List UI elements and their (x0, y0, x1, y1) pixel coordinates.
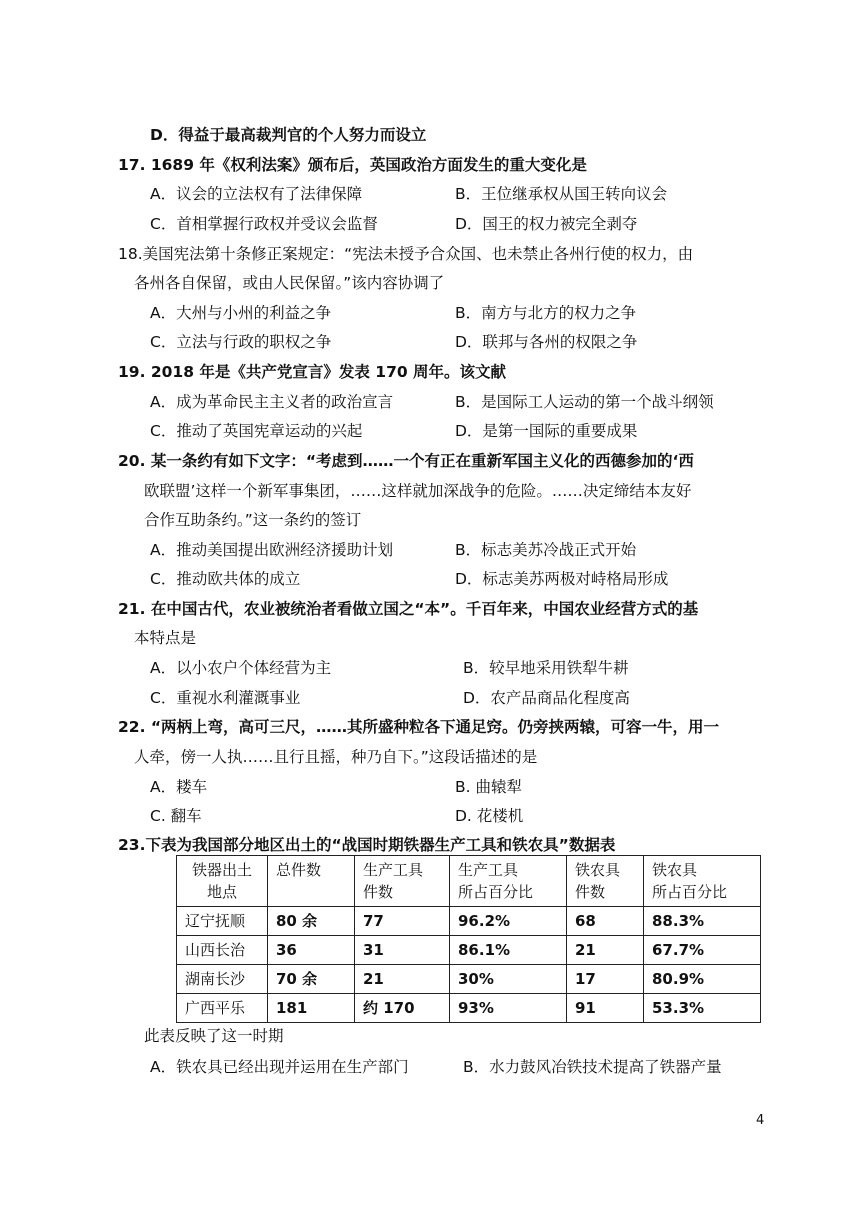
table-cell: 93% (450, 994, 567, 1023)
table-cell: 80.9% (644, 965, 761, 994)
page-number: 4 (756, 1113, 765, 1128)
q21-option-c: C．重视水利灌溉事业 (150, 689, 301, 707)
table-header-cell: 铁农具 所占百分比 (644, 856, 761, 907)
q22-stem-line2: 人牵，傍一人执……且行且摇，种乃自下。”这段话描述的是 (134, 748, 538, 766)
table-header-cell: 总件数 (268, 856, 355, 907)
q20-stem-line3: 合作互助条约。”这一条约的签订 (144, 511, 362, 529)
table-cell: 辽宁抚顺 (177, 907, 268, 936)
q22-option-a: A．耧车 (150, 778, 208, 796)
table-cell: 约 170 (355, 994, 450, 1023)
q23-option-b: B．水力鼓风冶铁技术提高了铁器产量 (463, 1058, 722, 1076)
q18-stem-line2: 各州各自保留，或由人民保留。”该内容协调了 (134, 274, 445, 292)
q22-option-c: C. 翻车 (150, 807, 202, 825)
iron-tools-table (176, 855, 761, 1023)
table-cell: 36 (268, 936, 355, 965)
q18-stem-line1: 18.美国宪法第十条修正案规定：“宪法未授予合众国、也未禁止各州行使的权力，由 (118, 245, 694, 263)
table-header-cell: 铁器出土 地点 (177, 856, 268, 907)
table-cell: 67.7% (644, 936, 761, 965)
table-cell: 山西长治 (177, 936, 268, 965)
q17-option-a: A．议会的立法权有了法律保障 (150, 185, 363, 203)
q22-stem-line1: 22. “两柄上弯，高可三尺，……其所盛种粒各下通足窍。仍旁挟两辕，可容一牛，用一 (118, 718, 720, 736)
q17-option-c: C．首相掌握行政权并受议会监督 (150, 215, 378, 233)
table-cell: 86.1% (450, 936, 567, 965)
table-cell: 77 (355, 907, 450, 936)
table-cell: 70 余 (268, 965, 355, 994)
q17-stem: 17. 1689 年《权利法案》颁布后，英国政治方面发生的重大变化是 (118, 156, 587, 174)
q18-option-b: B．南方与北方的权力之争 (455, 304, 637, 322)
q18-option-c: C．立法与行政的职权之争 (150, 333, 332, 351)
q18-option-a: A．大州与小州的利益之争 (150, 304, 332, 322)
table-cell: 96.2% (450, 907, 567, 936)
q20-stem-line1: 20. 某一条约有如下文字：“考虑到……一个有正在重新军国主义化的西德参加的‘西 (118, 452, 694, 470)
table-header-cell: 铁农具 件数 (567, 856, 644, 907)
q20-option-d: D．标志美苏两极对峙格局形成 (455, 570, 669, 588)
table-cell: 91 (567, 994, 644, 1023)
table-cell: 80 余 (268, 907, 355, 936)
table-row (177, 907, 761, 936)
q20-option-b: B．标志美苏冷战正式开始 (455, 541, 637, 559)
table-cell: 21 (567, 936, 644, 965)
q20-option-c: C．推动欧共体的成立 (150, 570, 301, 588)
table-cell: 17 (567, 965, 644, 994)
q21-option-a: A．以小农户个体经营为主 (150, 659, 332, 677)
q18-option-d: D．联邦与各州的权限之争 (455, 333, 638, 351)
q19-stem: 19. 2018 年是《共产党宣言》发表 170 周年。该文献 (118, 363, 507, 381)
table-cell: 30% (450, 965, 567, 994)
q19-option-d: D．是第一国际的重要成果 (455, 422, 638, 440)
table-header-row (177, 856, 761, 907)
table-cell: 湖南长沙 (177, 965, 268, 994)
table-row (177, 965, 761, 994)
q21-stem-line1: 21. 在中国古代，农业被统治者看做立国之“本”。千百年来，中国农业经营方式的基 (118, 600, 699, 618)
table-row (177, 936, 761, 965)
q21-stem-line2: 本特点是 (134, 629, 197, 647)
q19-option-a: A．成为革命民主主义者的政治宣言 (150, 393, 394, 411)
q17-option-b: B．王位继承权从国王转向议会 (455, 185, 668, 203)
table-cell: 31 (355, 936, 450, 965)
q23-after-table: 此表反映了这一时期 (144, 1027, 284, 1045)
q22-option-b: B. 曲辕犁 (455, 778, 522, 796)
q22-option-d: D. 花楼机 (455, 807, 524, 825)
q21-option-b: B．较早地采用铁犁牛耕 (463, 659, 629, 677)
table-cell: 53.3% (644, 994, 761, 1023)
table-header-cell: 生产工具 件数 (355, 856, 450, 907)
q17-option-d: D．国王的权力被完全剥夺 (455, 215, 638, 233)
table-cell: 88.3% (644, 907, 761, 936)
table-row (177, 994, 761, 1023)
q16-option-d: D．得益于最高裁判官的个人努力而设立 (150, 126, 427, 144)
q20-stem-line2: 欧联盟’这样一个新军事集团，……这样就加深战争的危险。……决定缔结本友好 (144, 482, 692, 500)
table-cell: 181 (268, 994, 355, 1023)
q20-option-a: A．推动美国提出欧洲经济援助计划 (150, 541, 394, 559)
table-cell: 68 (567, 907, 644, 936)
q19-option-c: C．推动了英国宪章运动的兴起 (150, 422, 363, 440)
table-header-cell: 生产工具 所占百分比 (450, 856, 567, 907)
q23-option-a: A．铁农具已经出现并运用在生产部门 (150, 1058, 409, 1076)
table-cell: 广西平乐 (177, 994, 268, 1023)
q23-stem: 23.下表为我国部分地区出土的“战国时期铁器生产工具和铁农具”数据表 (118, 836, 616, 854)
q21-option-d: D．农产品商品化程度高 (463, 689, 630, 707)
table-cell: 21 (355, 965, 450, 994)
q19-option-b: B．是国际工人运动的第一个战斗纲领 (455, 393, 714, 411)
